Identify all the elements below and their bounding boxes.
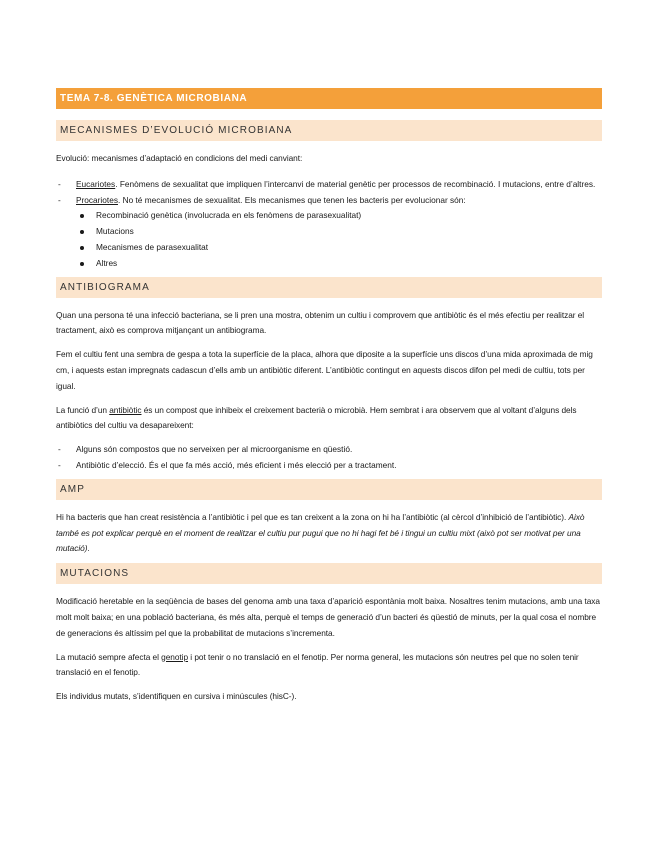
mecanismes-intro: Evolució: mecanismes d’adaptació en condicions del medi canviant:	[56, 153, 303, 163]
procariotes-bullets	[76, 208, 602, 271]
amp-italic-text: Això també es pot explicar perquè en el moment de realitzar el cultiu pur pugui que no hi hagi fet bé i tingui un cultiu mixt (això pot ser motivat per una mutació)	[56, 511, 585, 554]
list-item: - Alguns són compostos que no serveixen per al microorganisme en qüestió.	[56, 442, 602, 458]
mutacions-paragraph-1: Modificació heretable en la seqüència de bases del genoma amb una taxa d’aparició espontània molt baixa. Nosaltres tenim mutacions, amb una taxa molt molt baixa; en una població bacteriana, és més alta, perquè el temps de generació d’un bacteri és qüestió de minuts, per la qual cosa el nombre de generacions és altíssim pel que la probabilitat de mutacions s’incrementa.	[56, 596, 600, 638]
amp-end: .	[87, 543, 90, 554]
document-page	[56, 88, 602, 705]
amp-paragraph	[56, 510, 602, 557]
p3-post: és un compost que inhibeix el creixement bacterià o microbià. Hem sembrat i ara observem que al voltant d’alguns dels antibiòtics del cultiu va desapareixent:	[56, 404, 577, 431]
list-item: - Antibiòtic d’elecció. És el que fa més acció, més eficient i més elecció per a tractament.	[56, 458, 602, 474]
bullet-item: Altres	[76, 256, 602, 272]
list-item-eucariotes	[56, 177, 602, 193]
procariotes-text: . No té mecanismes de sexualitat. Els mecanismes que tenen les bacteris per evolucionar són:	[117, 194, 466, 205]
eucariotes-text: . Fenòmens de sexualitat que impliquen l’intercanvi de material genètic per processos de recombinació. I mutacions, entre d’altres.	[115, 178, 596, 189]
term-procariotes: Procariotes	[76, 194, 118, 205]
bullet-item: Mutacions	[76, 224, 602, 240]
term-antibiotic: antibiòtic	[109, 404, 142, 415]
tema-title: TEMA 7-8. GENÈTICA MICROBIANA	[56, 88, 602, 109]
antibiograma-list	[56, 442, 602, 474]
antibiograma-paragraph-3	[56, 403, 602, 435]
mecanismes-list	[56, 177, 602, 272]
section-heading-amp: AMP	[56, 479, 602, 500]
mutacions-paragraph-3: Els individus mutats, s’identifiquen en cursiva i minúscules (hisC-).	[56, 691, 297, 702]
amp-text: Hi ha bacteris que han creat resistència a l’antibiòtic i pel que es tan creixent a la zona on hi ha l’antibiòtic (al cèrcol d’inhibició de l’antibiòtic).	[56, 511, 569, 522]
p2-pre: La mutació sempre afecta el	[56, 651, 162, 662]
section-heading-antibiograma: ANTIBIOGRAMA	[56, 277, 602, 298]
bullet-item: Mecanismes de parasexualitat	[76, 240, 602, 256]
term-genotip: genotip	[161, 651, 189, 662]
antibiograma-paragraph-2: Fem el cultiu fent una sembra de gespa a tota la superfície de la placa, alhora que diposite a la superfície uns discos d’una mida aproximada de mig cm, i aquests estan impregnats cadascun d’ells amb un antibiòtic diferent. L’antibiòtic contingut en aquests discos difon pel medi de cultiu, tots per igual.	[56, 349, 593, 391]
mutacions-paragraph-2	[56, 650, 602, 682]
section-heading-mutacions: MUTACIONS	[56, 563, 602, 584]
bullet-item: Recombinació genètica (involucrada en els fenòmens de parasexualitat)	[76, 208, 602, 224]
section-heading-mecanismes: MECANISMES D’EVOLUCIÓ MICROBIANA	[56, 120, 602, 141]
p3-pre: La funció d’un	[56, 404, 110, 415]
term-eucariotes: Eucariotes	[76, 178, 116, 189]
p2-post: i pot tenir o no translació en el fenotip. Per norma general, les mutacions són neutres pel que no solen tenir translació en el fenotip.	[56, 651, 579, 678]
list-item-procariotes	[56, 193, 602, 272]
antibiograma-paragraph-1: Quan una persona té una infecció bacteriana, se li pren una mostra, obtenim un cultiu i comprovem que antibiòtic és el més efectiu per realitzar el tractament, això es comprova mitjançant un antibiograma.	[56, 309, 585, 336]
